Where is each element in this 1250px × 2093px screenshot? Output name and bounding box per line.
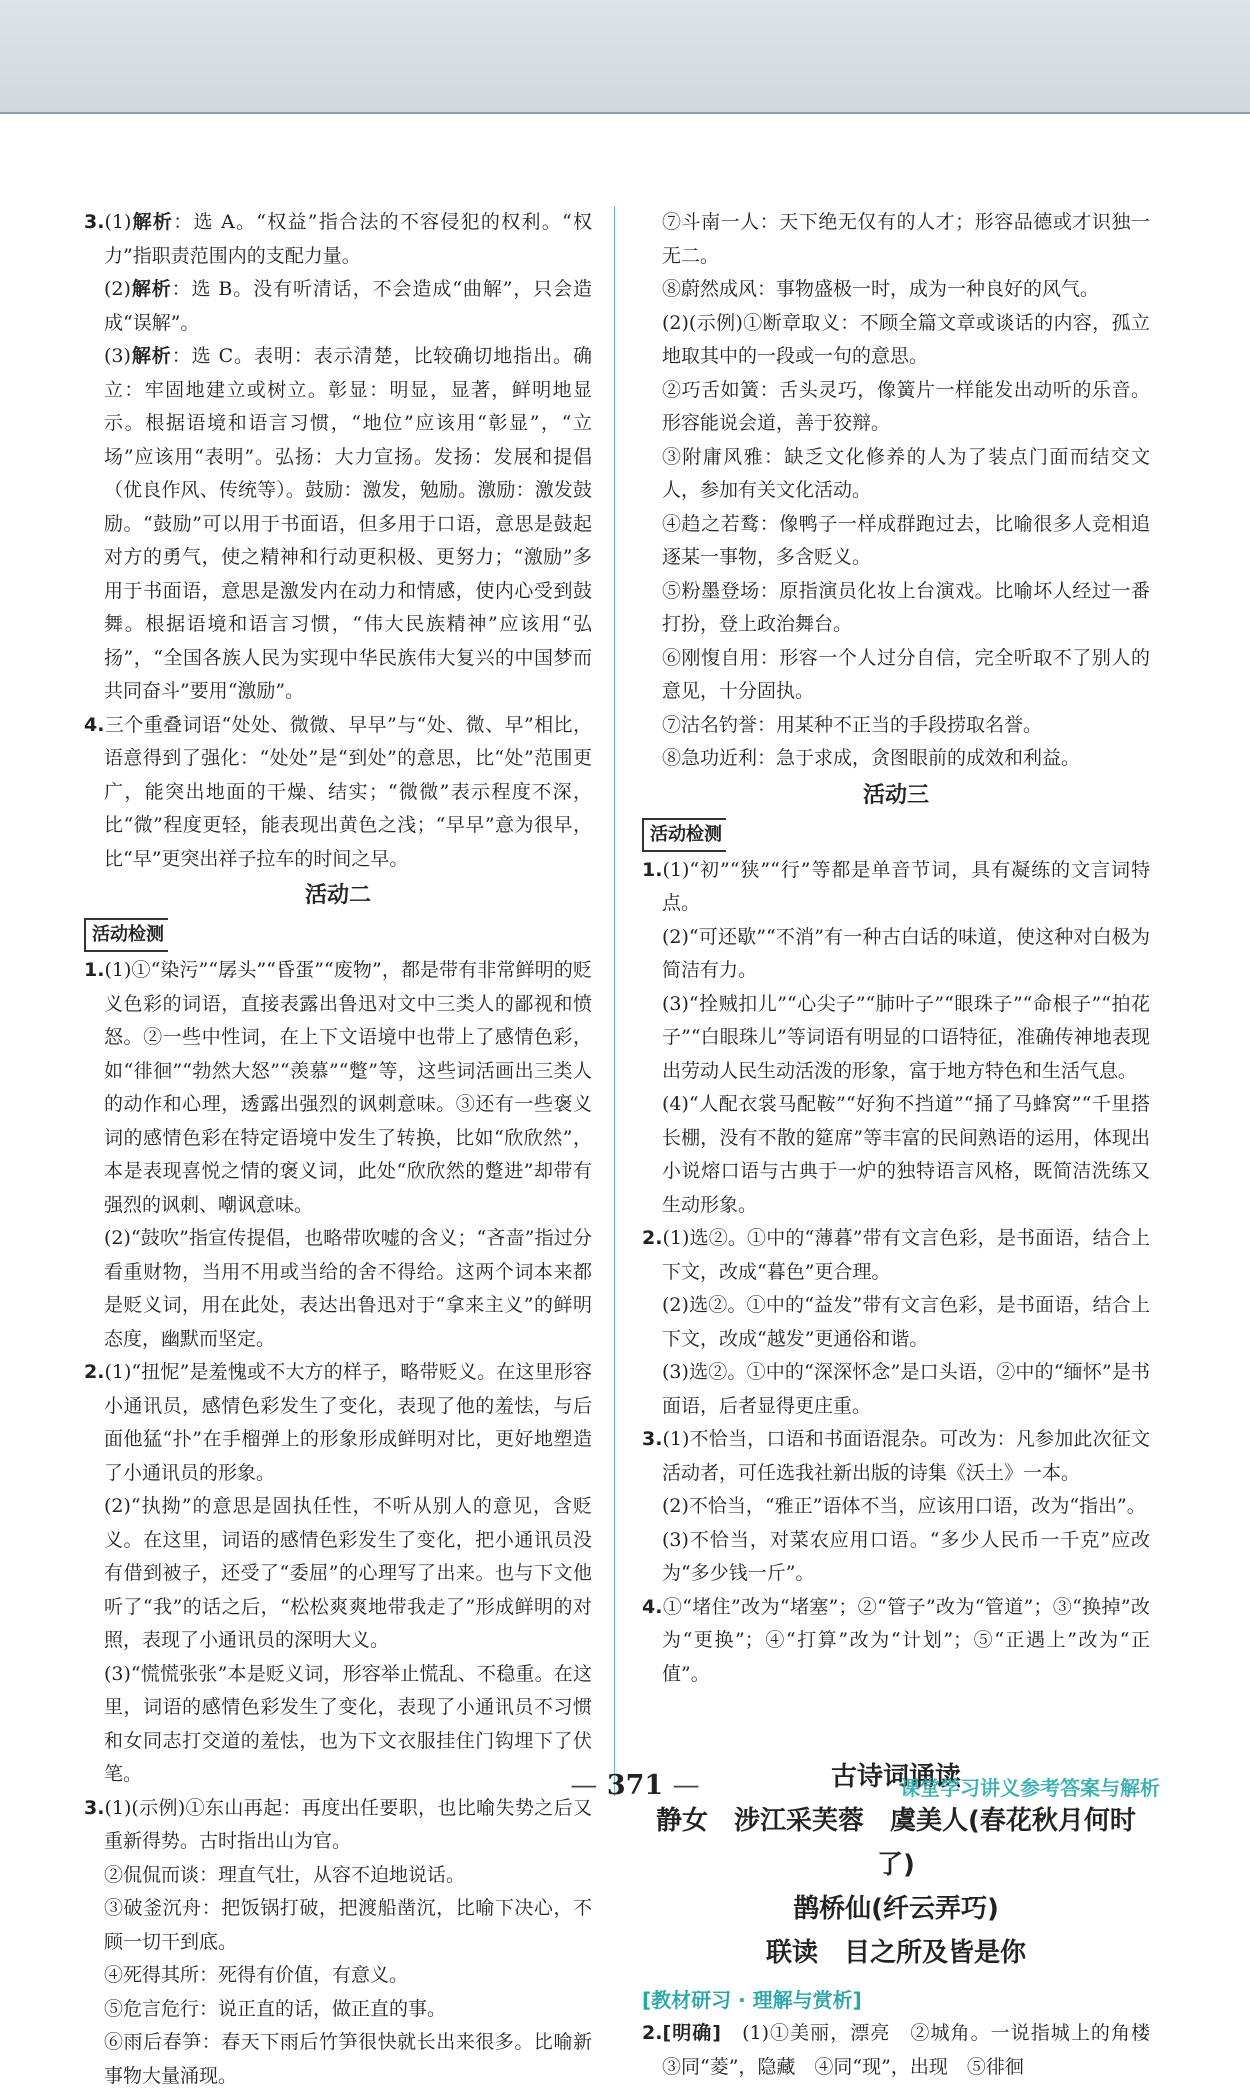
item-text: ②侃侃而谈：理直气壮，从容不迫地说话。 — [104, 1863, 466, 1886]
answer-subitem — [642, 1356, 1150, 1423]
activity-check-text: 活动检测 — [642, 818, 726, 852]
answer-subitem — [642, 1088, 1150, 1222]
item-text: ：选 B。没有听清话，不会造成“曲解”，只会造成“误解”。 — [104, 278, 592, 334]
item-text: ③破釜沉舟：把饭锅打破，把渡船凿沉，比喻下决心，不顾一切干到底。 — [104, 1897, 592, 1953]
answer-item — [84, 1792, 592, 1859]
item-number: 2. — [642, 2022, 663, 2044]
answer-subitem — [642, 709, 1150, 743]
answer-subitem — [642, 206, 1150, 273]
item-text: (2)“执拗”的意思是固执任性，不听从别人的意见，含贬义。在这里，词语的感情色彩发生了变化，把小通讯员没有借到被子，还受了“委屈”的心理写了出来。也与下文他听了“我”的话之后，“松松爽爽地带我走了”形成鲜明的对照，表现了小通讯员的深明大义。 — [104, 1495, 592, 1651]
item-text: (1)不恰当，口语和书面语混杂。可改为：凡参加此次征文活动者，可任选我社新出版的诗集《沃土》一本。 — [662, 1428, 1150, 1484]
answer-item — [642, 1591, 1150, 1692]
item-text: ⑥雨后春笋：春天下雨后竹笋很快就长出来很多。比喻新事物大量涌现。 — [104, 2031, 592, 2087]
activity-check-label — [642, 816, 1150, 854]
answer-subitem — [642, 273, 1150, 307]
item-text: 三个重叠词语“处处、微微、早早”与“处、微、早”相比，语意得到了强化：“处处”是“到处”的意思，比“处”范围更广，能突出地面的干燥、结实；“微微”表示程度不深，比“微”程度更轻，能表现出黄色之浅；“早早”意为很早，比“早”更突出祥子拉车的时间之早。 — [104, 713, 592, 870]
answer-item — [642, 1423, 1150, 1490]
answer-subitem — [84, 1222, 592, 1356]
answer-subitem — [84, 2026, 592, 2093]
answer-subitem — [642, 1524, 1150, 1591]
section-title: 联读 目之所及皆是你 — [765, 1938, 1026, 1968]
item-text: (3)“慌慌张张”本是贬义词，形容举止慌乱、不稳重。在这里，词语的感情色彩发生了变化，表现了小通讯员不习惯和女同志打交道的羞怯，也为下文衣服挂住门钩埋下了伏笔。 — [104, 1662, 592, 1785]
activity-check-text: 活动检测 — [84, 918, 168, 952]
item-keyword: [明确] — [662, 2022, 721, 2044]
item-keyword: 解析 — [130, 345, 172, 367]
answer-subitem — [642, 642, 1150, 709]
item-prefix: (2) — [104, 278, 131, 300]
item-text: ⑤危言危行：说正直的话，做正直的事。 — [104, 1997, 447, 2020]
item-text: ⑦沽名钓誉：用某种不正当的手段捞取名誉。 — [662, 713, 1043, 736]
answer-subitem — [84, 340, 592, 709]
item-text: ①“堵住”改为“堵塞”；②“管子”改为“管道”；③“换掉”改为“更换”；④“打算”改为“计划”；⑤“正遇上”改为“正值”。 — [662, 1595, 1150, 1685]
answer-subitem — [84, 1959, 592, 1993]
section-banner: [教材研习 · 理解与赏析] — [642, 1988, 862, 2012]
item-text: (1)①“染污”“孱头”“昏蛋”“废物”，都是带有非常鲜明的贬义色彩的词语，直接表露出鲁迅对文中三类人的鄙视和愤怒。②一些中性词，在上下文语境中也带上了感情色彩，如“徘徊”“勃然大怒”“羡慕”“蹩”等，这些词活画出三类人的动作和心理，透露出强烈的讽刺意味。③还有一些褒义词的感情色彩在特定语境中发生了转换，比如“欣欣然”，本是表现喜悦之情的褒义词，此处“欣欣然的蹩进”却带有强烈的讽刺、嘲讽意味。 — [104, 959, 592, 1216]
answer-subitem — [642, 307, 1150, 374]
item-number: 3. — [84, 211, 105, 233]
answer-subitem — [84, 1993, 592, 2027]
page-number-value: 371 — [606, 1770, 664, 1801]
item-number: 4. — [642, 1595, 663, 1618]
item-text: (1)选②。①中的“薄暮”带有文言色彩，是书面语，结合上下文，改成“暮色”更合理。 — [662, 1227, 1150, 1283]
item-text: ：选 C。表明：表示清楚，比较确切地指出。确立：牢固地建立或树立。彰显：明显，显著，鲜明地显示。根据语境和语言习惯，“地位”应该用“彰显”，“立场”应该用“表明”。弘扬：大力宣扬。发扬：发展和提倡（优良作风、传统等）。鼓励：激发，勉励。激励：激发鼓励。“鼓励”可以用于书面语，但多用于口语，意思是鼓起对方的勇气，使之精神和行动更积极、更努力；“激励”多用于书面语，意思是激发内在动力和情感，使内心受到鼓舞。根据语境和语言习惯，“伟大民族精神”应该用“弘扬”，“全国各族人民为实现中华民族伟大复兴的中国梦而共同奋斗”要用“激励”。 — [104, 345, 592, 702]
section-title: 静女 涉江采芙蓉 虞美人(春花秋月何时了) — [656, 1806, 1136, 1880]
item-text: (4)“人配衣裳马配鞍”“好狗不挡道”“捅了马蜂窝”“千里搭长棚，没有不散的筵席”等丰富的民间熟语的运用，体现出小说熔口语与古典于一炉的独特语言风格，既简洁洗练又生动形象。 — [662, 1093, 1150, 1216]
header-band — [0, 0, 1250, 114]
item-text: (3)选②。①中的“深深怀念”是口头语，②中的“缅怀”是书面语，后者显得更庄重。 — [662, 1361, 1150, 1417]
activity-check-label — [84, 916, 592, 954]
answer-item — [642, 1222, 1150, 1289]
answer-subitem — [642, 374, 1150, 441]
section-title: 古诗词诵读 — [830, 1762, 961, 1792]
item-text: (1)“扭怩”是羞愧或不大方的样子，略带贬义。在这里形容小通讯员，感情色彩发生了变化，表现了他的羞怯，与后面他猛“扑”在手榴弹上的形象形成鲜明对比，更好地塑造了小通讯员的形象。 — [104, 1361, 592, 1484]
item-text: ②巧舌如簧：舌头灵巧，像簧片一样能发出动听的乐音。形容能说会道，善于狡辩。 — [662, 378, 1150, 434]
answer-subitem — [642, 1289, 1150, 1356]
item-text: ④死得其所：死得有价值，有意义。 — [104, 1964, 409, 1986]
item-text: (1)①美丽，漂亮 ②城角。一说指城上的角楼 ③同“菱”，隐藏 ④同“现”，出现 ⑤徘徊 — [662, 2022, 1170, 2078]
item-text: ④趋之若鹜：像鸭子一样成群跑过去，比喻很多人竞相追逐某一事物，多含贬义。 — [662, 512, 1150, 568]
item-text: (2)选②。①中的“益发”带有文言色彩，是书面语，结合上下文，改成“越发”更通俗和谐。 — [662, 1294, 1150, 1350]
answer-item — [84, 1356, 592, 1490]
item-number: 2. — [84, 1361, 105, 1383]
item-text: ⑧蔚然成风：事物盛极一时，成为一种良好的风气。 — [662, 278, 1100, 300]
item-text: (2)“可还歇”“不消”有一种古白话的味道，使这种对白极为简洁有力。 — [662, 925, 1150, 981]
answer-subitem — [642, 508, 1150, 575]
answer-subitem — [642, 988, 1150, 1089]
answer-item — [84, 954, 592, 1222]
answer-subitem — [84, 1892, 592, 1959]
answer-item — [84, 709, 592, 877]
answer-item — [84, 206, 592, 273]
answer-subitem — [84, 1859, 592, 1893]
item-number: 2. — [642, 1227, 663, 1249]
item-text: (1)“初”“狭”“行”等都是单音节词，具有凝练的文言词特点。 — [662, 858, 1150, 914]
item-prefix: (3) — [104, 345, 131, 367]
answer-subitem — [84, 1658, 592, 1792]
item-text: ⑧急功近利：急于求成，贪图眼前的成效和利益。 — [662, 747, 1081, 769]
answer-subitem — [642, 921, 1150, 988]
item-number: 1. — [642, 858, 663, 881]
item-number: 4. — [84, 713, 105, 736]
page-number: — 371 — — [570, 1770, 700, 1801]
answer-subitem — [84, 273, 592, 340]
item-text: ：选 A。“权益”指合法的不容侵犯的权利。“权力”指职责范围内的支配力量。 — [104, 211, 592, 267]
item-keyword: 解析 — [131, 211, 174, 233]
item-text: (2)不恰当，“雅正”语体不当，应该用口语，改为“指出”。 — [662, 1495, 1146, 1517]
item-number: 3. — [84, 1796, 105, 1819]
item-keyword: 解析 — [130, 278, 172, 300]
item-text: ③附庸风雅：缺乏文化修养的人为了装点门面而结交文人，参加有关文化活动。 — [662, 445, 1150, 501]
activity-title: 活动三 — [862, 782, 929, 808]
activity-title: 活动二 — [304, 883, 371, 908]
item-text: ⑦斗南一人：天下绝无仅有的人才；形容品德或才识独一无二。 — [662, 211, 1150, 267]
item-text: (3)“拴贼扣儿”“心尖子”“肺叶子”“眼珠子”“命根子”“拍花子”“白眼珠儿”等词语有明显的口语特征，准确传神地表现出劳动人民生动活泼的形象，富于地方特色和生活气息。 — [662, 992, 1150, 1082]
left-column — [84, 206, 592, 2093]
answer-item — [642, 854, 1150, 921]
answer-subitem — [642, 441, 1150, 508]
item-prefix: (1) — [104, 211, 132, 233]
item-text: (1)(示例)①东山再起：再度出任要职，也比喻失势之后又重新得势。古时指出山为官。 — [104, 1796, 592, 1852]
answer-subitem — [642, 1490, 1150, 1524]
column-divider — [614, 206, 615, 1796]
answer-subitem — [642, 575, 1150, 642]
item-text: (3)不恰当，对菜农应用口语。“多少人民币一千克”应改为“多少钱一斤”。 — [662, 1528, 1150, 1584]
item-text: (2)“鼓吹”指宣传提倡，也略带吹嘘的含义；“吝啬”指过分看重财物，当用不用或当给的舍不得给。这两个词本来都是贬义词，用在此处，表达出鲁迅对于“拿来主义”的鲜明态度，幽默而坚定。 — [104, 1227, 592, 1350]
item-number: 1. — [84, 959, 105, 981]
section-title: 鹊桥仙(纤云弄巧) — [793, 1894, 999, 1924]
item-number: 3. — [642, 1428, 663, 1450]
item-text: ⑥刚愎自用：形容一个人过分自信，完全听取不了别人的意见，十分固执。 — [662, 646, 1150, 702]
answer-subitem — [642, 742, 1150, 776]
answer-subitem — [84, 1490, 592, 1658]
footer-title: 课堂学习讲义参考答案与解析 — [900, 1776, 1160, 1800]
item-text: (2)(示例)①断章取义：不顾全篇文章或谈话的内容，孤立地取其中的一段或一句的意思。 — [662, 311, 1150, 367]
answer-item — [642, 2017, 1170, 2084]
item-text: ⑤粉墨登场：原指演员化妆上台演戏。比喻坏人经过一番打扮，登上政治舞台。 — [662, 579, 1150, 635]
